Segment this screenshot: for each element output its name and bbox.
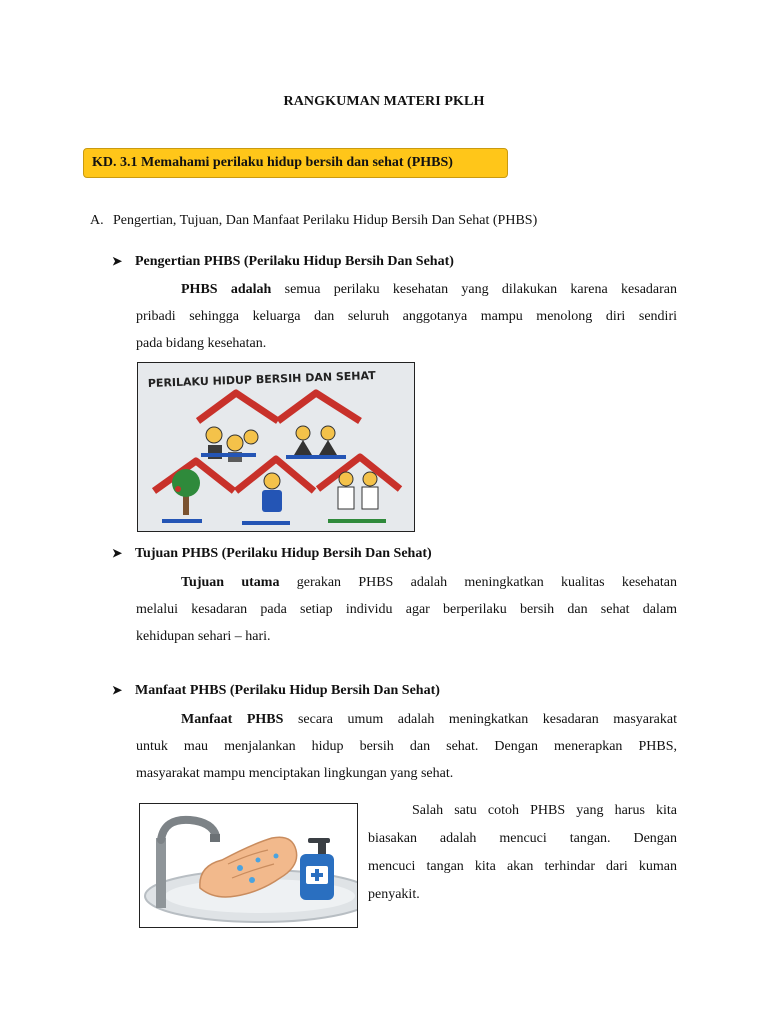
bullet-tujuan [112, 546, 432, 562]
bullet-pengertian [112, 254, 454, 270]
hand-washing-illustration [139, 803, 358, 928]
cuci-line-1: Salah satu cotoh PHBS yang harus kita [412, 803, 677, 818]
manfaat-line-2: untuk mau menjalankan hidup bersih dan sehat. Dengan menerapkan PHBS, [136, 739, 677, 754]
phbs-illustration [137, 362, 415, 532]
tujuan-line-2: melalui kesadaran pada setiap individu agar berperilaku bersih dan sehat dalam [136, 602, 677, 617]
manfaat-paragraph [136, 706, 677, 787]
hand-washing-drawing [140, 804, 358, 928]
pengertian-line-1: PHBS adalah semua perilaku kesehatan yang dilakukan karena kesadaran [181, 282, 677, 297]
section-a-heading [90, 213, 537, 229]
manfaat-line-3: masyarakat mampu menciptakan lingkungan yang sehat. [136, 766, 454, 781]
pengertian-line-2: pribadi sehingga keluarga dan seluruh anggotanya mampu menolong diri sendiri [136, 309, 677, 324]
pengertian-heading: Pengertian PHBS (Perilaku Hidup Bersih Dan Sehat) [135, 254, 454, 269]
manfaat-heading: Manfaat PHBS (Perilaku Hidup Bersih Dan Sehat) [135, 683, 440, 698]
phbs-houses-drawing [138, 363, 415, 532]
phbs-figure-heading: PERILAKU HIDUP BERSIH DAN SEHAT [147, 369, 376, 390]
pengertian-lead: PHBS adalah [181, 282, 272, 297]
cuci-line-4: penyakit. [368, 887, 420, 902]
tujuan-paragraph [136, 569, 677, 650]
arrow-bullet-icon: ➤ [112, 254, 123, 268]
pengertian-line-3: pada bidang kesehatan. [136, 336, 267, 351]
cuci-line-3: mencuci tangan kita akan terhindar dari kuman [368, 859, 677, 874]
cuci-line-2: biasakan adalah mencuci tangan. Dengan [368, 831, 677, 846]
tujuan-line-3: kehidupan sehari – hari. [136, 629, 271, 644]
tujuan-heading: Tujuan PHBS (Perilaku Hidup Bersih Dan Sehat) [135, 546, 432, 561]
tujuan-lead: Tujuan utama [181, 575, 280, 590]
kd-heading-box: KD. 3.1 Memahami perilaku hidup bersih dan sehat (PHBS) [83, 148, 508, 178]
tujuan-line-1: Tujuan utama gerakan PHBS adalah meningkatkan kualitas kesehatan [181, 575, 678, 590]
bullet-manfaat [112, 683, 440, 699]
manfaat-lead: Manfaat PHBS [181, 712, 284, 727]
arrow-bullet-icon: ➤ [112, 683, 123, 697]
pengertian-paragraph [136, 276, 677, 357]
hand-washing-text [368, 797, 677, 909]
arrow-bullet-icon: ➤ [112, 546, 123, 560]
manfaat-line-1: Manfaat PHBS secara umum adalah meningkatkan kesadaran masyarakat [181, 712, 677, 727]
section-title: Pengertian, Tujuan, Dan Manfaat Perilaku Hidup Bersih Dan Sehat (PHBS) [113, 213, 538, 228]
document-title: RANGKUMAN MATERI PKLH [283, 94, 485, 109]
section-number: A. [90, 213, 104, 228]
